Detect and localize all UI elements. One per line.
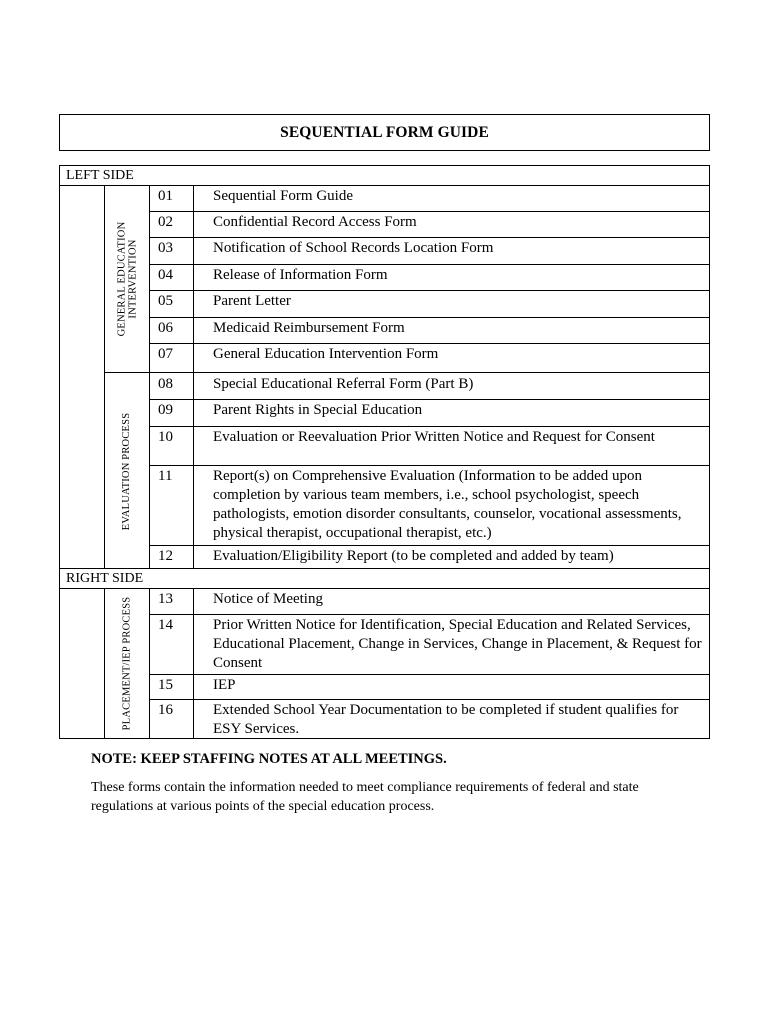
table-row bbox=[150, 211, 709, 238]
table-row bbox=[150, 588, 709, 615]
form-name: IEP bbox=[213, 677, 236, 693]
group-rows bbox=[149, 588, 709, 738]
right-side-section bbox=[59, 568, 710, 739]
group-label-evaluation-process: EVALUATION PROCESS bbox=[121, 412, 133, 530]
form-name: Medicaid Reimbursement Form bbox=[213, 320, 405, 336]
form-name: Report(s) on Comprehensive Evaluation (Information to be added upon completion by various team members, i.e., school psychologist, speech pathologists, emotion disorder consultants, counselor, vocational assessments, physical therapist, occupational therapist, etc.) bbox=[213, 468, 682, 541]
form-name: Prior Written Notice for Identification, Special Education and Related Services, Educational Placement, Change in Services, Change in Placement, & Request for Consent bbox=[213, 617, 702, 671]
group-label-placement-iep: PLACEMENT/IEP PROCESS bbox=[121, 596, 133, 730]
right-side-heading: RIGHT SIDE bbox=[60, 569, 709, 589]
form-number: 01 bbox=[150, 185, 194, 211]
table-row bbox=[150, 317, 709, 344]
form-name: Evaluation/Eligibility Report (to be completed and added by team) bbox=[213, 548, 614, 564]
group-label-general-education: GENERAL EDUCATION INTERVENTION bbox=[116, 221, 138, 336]
page-title: SEQUENTIAL FORM GUIDE bbox=[280, 123, 489, 141]
table-row bbox=[150, 185, 709, 212]
form-number: 09 bbox=[150, 399, 194, 426]
form-number: 15 bbox=[150, 674, 194, 699]
description-text: These forms contain the information needed to meet compliance requirements of federal and state regulations at various points of the special education process. bbox=[91, 780, 639, 814]
form-name: Notification of School Records Location Form bbox=[213, 240, 494, 256]
form-number: 16 bbox=[150, 699, 194, 738]
group-general-education bbox=[104, 185, 709, 372]
form-name: Special Educational Referral Form (Part B) bbox=[213, 376, 474, 392]
form-number: 03 bbox=[150, 237, 194, 264]
form-number: 12 bbox=[150, 545, 194, 569]
form-name: Sequential Form Guide bbox=[213, 188, 353, 204]
table-row bbox=[150, 426, 709, 466]
form-name: Evaluation or Reevaluation Prior Written Notice and Request for Consent bbox=[213, 429, 655, 445]
form-name: Confidential Record Access Form bbox=[213, 214, 417, 230]
table-row bbox=[150, 674, 709, 700]
table-row bbox=[150, 699, 709, 738]
staffing-note: NOTE: KEEP STAFFING NOTES AT ALL MEETINGS. bbox=[91, 751, 447, 767]
form-number: 14 bbox=[150, 614, 194, 674]
table-row bbox=[150, 465, 709, 546]
form-name: Release of Information Form bbox=[213, 267, 388, 283]
form-number: 04 bbox=[150, 264, 194, 290]
table-row bbox=[150, 373, 709, 400]
form-number: 07 bbox=[150, 343, 194, 372]
table-row bbox=[150, 399, 709, 427]
form-name: Parent Rights in Special Education bbox=[213, 402, 423, 418]
table-row bbox=[150, 290, 709, 318]
form-number: 13 bbox=[150, 588, 194, 614]
table-row bbox=[150, 264, 709, 291]
form-number: 10 bbox=[150, 426, 194, 465]
left-side-heading: LEFT SIDE bbox=[60, 166, 709, 186]
group-placement-iep bbox=[104, 588, 709, 738]
group-rows bbox=[149, 185, 709, 372]
form-number: 02 bbox=[150, 211, 194, 237]
title-box bbox=[59, 114, 710, 151]
table-row bbox=[150, 343, 709, 372]
form-number: 05 bbox=[150, 290, 194, 317]
left-side-section bbox=[59, 165, 710, 569]
group-evaluation-process bbox=[104, 372, 709, 569]
table-row bbox=[150, 237, 709, 265]
table-row bbox=[150, 614, 709, 675]
form-name: General Education Intervention Form bbox=[213, 346, 439, 362]
form-number: 06 bbox=[150, 317, 194, 343]
form-name: Notice of Meeting bbox=[213, 591, 323, 607]
form-name: Parent Letter bbox=[213, 293, 291, 309]
form-number: 08 bbox=[150, 373, 194, 399]
form-name: Extended School Year Documentation to be completed if student qualifies for ESY Services. bbox=[213, 702, 679, 737]
form-number: 11 bbox=[150, 465, 194, 545]
table-row bbox=[150, 545, 709, 569]
group-rows bbox=[149, 373, 709, 569]
